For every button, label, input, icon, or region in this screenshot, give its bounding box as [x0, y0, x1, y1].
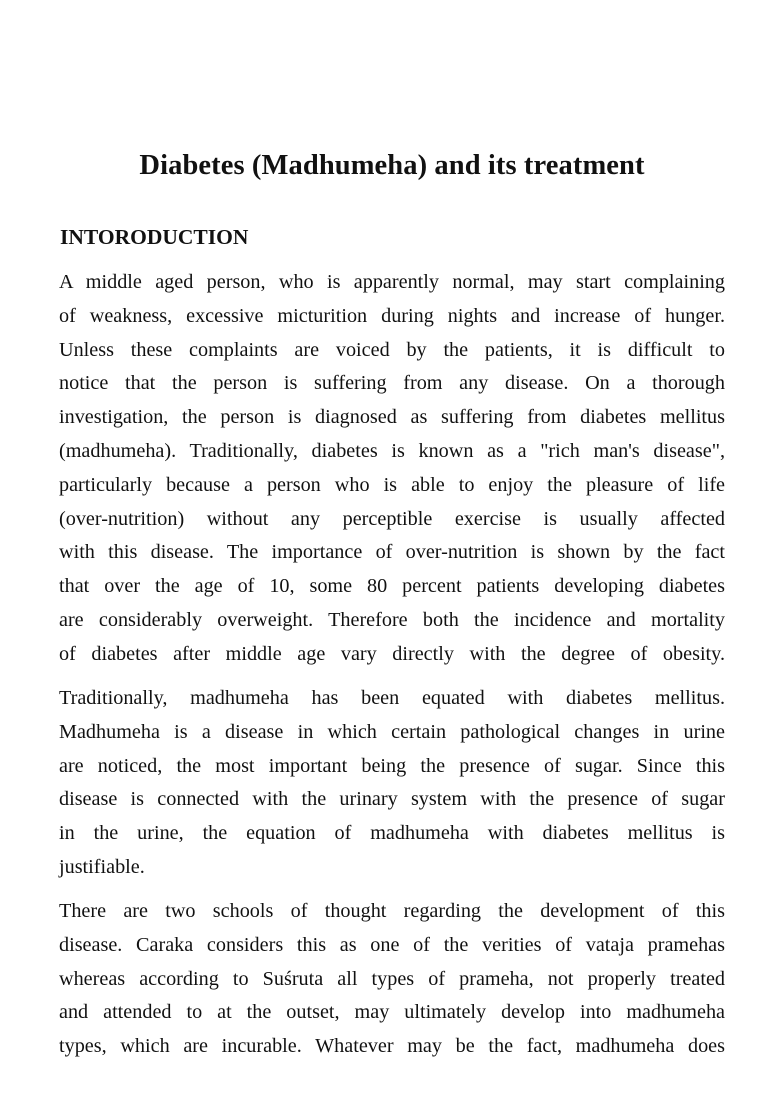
text-line: that over the age of 10, some 80 percent patients developing diabetes — [59, 575, 725, 598]
page-title: Diabetes (Madhumeha) and its treatment — [139, 150, 645, 181]
text-line: Unless these complaints are voiced by the patients, it is difficult to — [59, 338, 725, 361]
text-line: There are two schools of thought regarding the development of this — [59, 900, 725, 922]
text-line: Traditionally, madhumeha has been equated with diabetes mellitus. — [59, 687, 725, 709]
text-line: disease. Caraka considers this as one of the verities of vataja pramehas — [59, 933, 725, 956]
text-line: (madhumeha). Traditionally, diabetes is known as a "rich man's disease", — [59, 439, 725, 462]
text-line: particularly because a person who is able to enjoy the pleasure of life — [59, 473, 725, 496]
text-line: and attended to at the outset, may ultimately develop into madhumeha — [59, 1001, 725, 1024]
text-line: whereas according to Suśruta all types of prameha, not properly treated — [59, 967, 725, 990]
text-line: of diabetes after middle age vary directly with the degree of obesity. — [59, 642, 725, 665]
section-heading: INTORODUCTION — [60, 225, 249, 249]
text-line: in the urine, the equation of madhumeha with diabetes mellitus is — [59, 822, 725, 845]
text-line: of weakness, excessive micturition during nights and increase of hunger. — [59, 304, 725, 327]
text-line: Madhumeha is a disease in which certain pathological changes in urine — [59, 720, 725, 743]
text-line: justifiable. — [59, 855, 145, 878]
text-line: notice that the person is suffering from any disease. On a thorough — [59, 372, 725, 395]
paragraph-1 — [59, 266, 725, 672]
text-line: types, which are incurable. Whatever may be the fact, madhumeha does — [59, 1035, 725, 1058]
text-line: (over-nutrition) without any perceptible exercise is usually affected — [59, 507, 725, 530]
text-line: A middle aged person, who is apparently normal, may start complaining — [59, 271, 725, 293]
paragraph-2 — [59, 682, 725, 885]
paragraph-3 — [59, 895, 725, 1064]
text-line: are noticed, the most important being the presence of sugar. Since this — [59, 754, 725, 777]
text-line: are considerably overweight. Therefore both the incidence and mortality — [59, 608, 725, 631]
text-line: investigation, the person is diagnosed as suffering from diabetes mellitus — [59, 406, 725, 429]
text-line: with this disease. The importance of over-nutrition is shown by the fact — [59, 541, 725, 564]
text-line: disease is connected with the urinary system with the presence of sugar — [59, 788, 725, 811]
